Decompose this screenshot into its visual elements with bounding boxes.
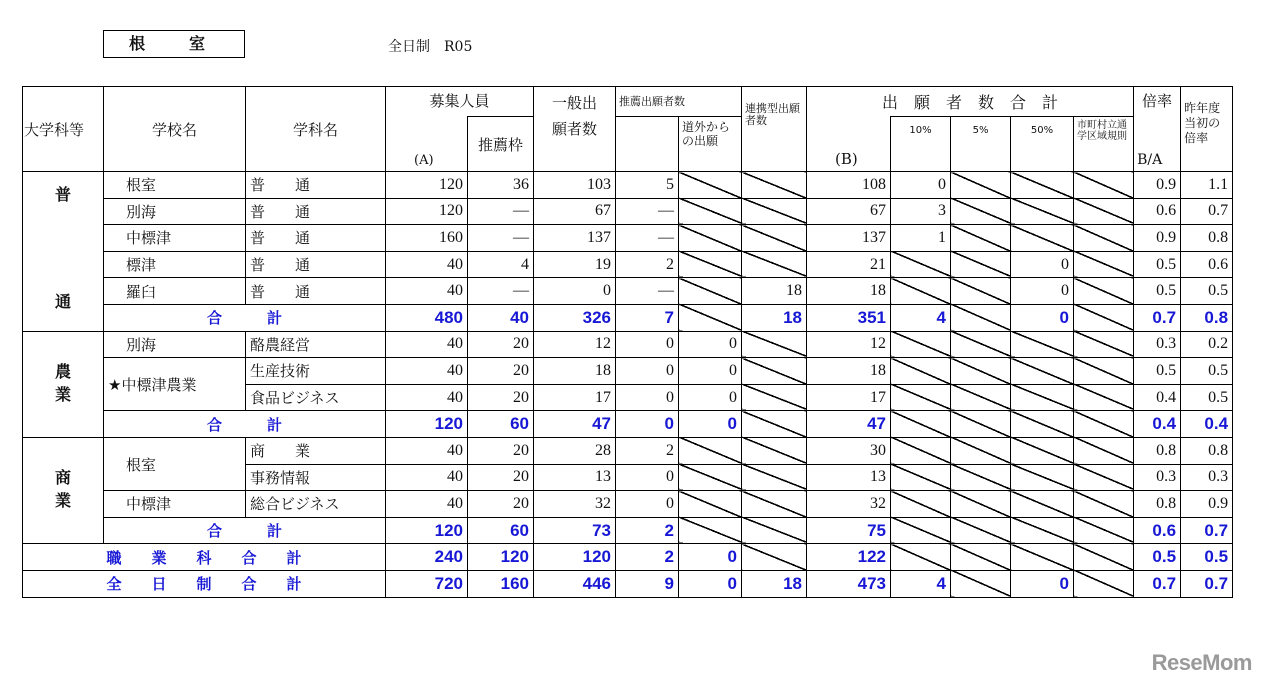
table-row — [23, 278, 1233, 305]
header-50pct: 50% — [1011, 117, 1074, 172]
value-cell: ― — [468, 278, 534, 305]
table-row — [23, 225, 1233, 252]
not-applicable-cell — [951, 198, 1011, 225]
not-applicable-cell — [742, 172, 807, 199]
value-cell: 40 — [468, 304, 534, 331]
value-cell: 0 — [679, 384, 742, 411]
value-cell: ― — [616, 225, 679, 252]
header-capacity: 募集人員 — [386, 87, 534, 117]
value-cell: 0.3 — [1134, 464, 1181, 491]
value-cell: 32 — [807, 491, 891, 518]
not-applicable-cell — [1074, 172, 1134, 199]
value-cell: 0.8 — [1181, 437, 1233, 464]
value-cell: 160 — [386, 225, 468, 252]
school-cell: 根室 — [104, 437, 246, 490]
value-cell: 21 — [807, 251, 891, 278]
value-cell: 1 — [891, 225, 951, 252]
value-cell: 73 — [534, 517, 616, 544]
header-ratio: 倍率 — [1134, 87, 1181, 117]
not-applicable-cell — [1074, 384, 1134, 411]
not-applicable-cell — [1011, 517, 1074, 544]
not-applicable-cell — [1011, 358, 1074, 385]
department-cell: 普 通 — [246, 225, 386, 252]
table-row — [23, 491, 1233, 518]
not-applicable-cell — [1074, 198, 1134, 225]
not-applicable-cell — [742, 225, 807, 252]
grand-total-row — [23, 570, 1233, 597]
value-cell: 40 — [386, 331, 468, 358]
not-applicable-cell — [679, 437, 742, 464]
not-applicable-cell — [742, 544, 807, 571]
header-recommend-applicants: 推薦出願者数 — [616, 87, 742, 117]
header-department: 学科名 — [246, 87, 386, 172]
value-cell: 3 — [891, 198, 951, 225]
value-cell: 40 — [386, 464, 468, 491]
not-applicable-cell — [742, 198, 807, 225]
value-cell: 40 — [386, 358, 468, 385]
not-applicable-cell — [1011, 491, 1074, 518]
not-applicable-cell — [891, 437, 951, 464]
value-cell: 17 — [534, 384, 616, 411]
category-label-bottom: 業 — [54, 384, 71, 404]
value-cell: 0.5 — [1181, 384, 1233, 411]
table-row — [23, 331, 1233, 358]
school-cell: 中標津 — [104, 225, 246, 252]
not-applicable-cell — [1011, 384, 1074, 411]
value-cell: 2 — [616, 517, 679, 544]
not-applicable-cell — [951, 225, 1011, 252]
value-cell: 0.7 — [1181, 517, 1233, 544]
not-applicable-cell — [679, 225, 742, 252]
value-cell: 720 — [386, 570, 468, 597]
not-applicable-cell — [679, 198, 742, 225]
value-cell: 0.9 — [1134, 172, 1181, 199]
not-applicable-cell — [951, 491, 1011, 518]
value-cell: 0.8 — [1181, 304, 1233, 331]
value-cell: 122 — [807, 544, 891, 571]
table-body — [23, 172, 1233, 598]
header-recommend-blank — [616, 117, 679, 172]
value-cell: 0 — [679, 331, 742, 358]
table-row — [23, 198, 1233, 225]
not-applicable-cell — [1011, 437, 1074, 464]
table-row — [23, 172, 1233, 199]
department-cell: 普 通 — [246, 251, 386, 278]
value-cell: 0.8 — [1134, 491, 1181, 518]
value-cell: 108 — [807, 172, 891, 199]
header-ratio-ba: B/A — [1134, 117, 1181, 172]
not-applicable-cell — [1011, 225, 1074, 252]
value-cell: 20 — [468, 491, 534, 518]
value-cell: 47 — [807, 411, 891, 438]
not-applicable-cell — [951, 278, 1011, 305]
table-row — [23, 251, 1233, 278]
school-cell: ★中標津農業 — [104, 358, 246, 411]
header-linked: 連携型出願者数 — [742, 87, 807, 172]
not-applicable-cell — [1011, 198, 1074, 225]
value-cell: 0 — [616, 384, 679, 411]
value-cell: 12 — [807, 331, 891, 358]
header-capacity-a: (A) — [386, 117, 468, 172]
value-cell: 0.4 — [1134, 411, 1181, 438]
value-cell: 103 — [534, 172, 616, 199]
value-cell: 0 — [534, 278, 616, 305]
value-cell: 30 — [807, 437, 891, 464]
applicants-table — [22, 86, 1233, 598]
not-applicable-cell — [951, 517, 1011, 544]
grand-total-row — [23, 544, 1233, 571]
value-cell: 75 — [807, 517, 891, 544]
value-cell: 480 — [386, 304, 468, 331]
not-applicable-cell — [1074, 544, 1134, 571]
value-cell: 18 — [742, 278, 807, 305]
value-cell: 36 — [468, 172, 534, 199]
value-cell: 32 — [534, 491, 616, 518]
value-cell: 1.1 — [1181, 172, 1233, 199]
value-cell: 60 — [468, 517, 534, 544]
value-cell: 0 — [1011, 304, 1074, 331]
value-cell: 40 — [386, 278, 468, 305]
category-cell — [23, 331, 104, 437]
not-applicable-cell — [891, 358, 951, 385]
region-title: 根 室 — [103, 30, 245, 58]
not-applicable-cell — [742, 464, 807, 491]
value-cell: 12 — [534, 331, 616, 358]
value-cell: 0.6 — [1134, 517, 1181, 544]
value-cell: 120 — [468, 544, 534, 571]
department-cell: 事務情報 — [246, 464, 386, 491]
value-cell: 0.5 — [1134, 544, 1181, 571]
value-cell: 446 — [534, 570, 616, 597]
not-applicable-cell — [891, 384, 951, 411]
not-applicable-cell — [742, 358, 807, 385]
value-cell: 0 — [679, 411, 742, 438]
subtotal-label: 合 計 — [104, 304, 386, 331]
school-cell: 別海 — [104, 198, 246, 225]
not-applicable-cell — [951, 464, 1011, 491]
value-cell: 137 — [807, 225, 891, 252]
value-cell: 0.9 — [1181, 491, 1233, 518]
department-cell: 生産技術 — [246, 358, 386, 385]
value-cell: 0 — [616, 491, 679, 518]
value-cell: 0.7 — [1134, 304, 1181, 331]
not-applicable-cell — [891, 544, 951, 571]
value-cell: 17 — [807, 384, 891, 411]
value-cell: 0 — [1011, 570, 1074, 597]
category-cell — [23, 437, 104, 543]
header-school: 学校名 — [104, 87, 246, 172]
value-cell: 0.7 — [1181, 570, 1233, 597]
value-cell: 0.8 — [1181, 225, 1233, 252]
category-label-bottom: 業 — [54, 491, 71, 511]
value-cell: 0.6 — [1134, 198, 1181, 225]
value-cell: 120 — [386, 172, 468, 199]
value-cell: 0.5 — [1134, 278, 1181, 305]
school-cell: 中標津 — [104, 491, 246, 518]
value-cell: 4 — [891, 570, 951, 597]
value-cell: 0.8 — [1134, 437, 1181, 464]
not-applicable-cell — [679, 491, 742, 518]
value-cell: 120 — [386, 517, 468, 544]
not-applicable-cell — [679, 251, 742, 278]
resemom-logo: ReseMom — [1151, 650, 1252, 675]
not-applicable-cell — [891, 331, 951, 358]
value-cell: 5 — [616, 172, 679, 199]
not-applicable-cell — [951, 570, 1011, 597]
not-applicable-cell — [679, 464, 742, 491]
value-cell: 120 — [386, 411, 468, 438]
value-cell: 40 — [386, 437, 468, 464]
not-applicable-cell — [891, 411, 951, 438]
header-10pct: 10% — [891, 117, 951, 172]
not-applicable-cell — [1011, 411, 1074, 438]
value-cell: 2 — [616, 251, 679, 278]
value-cell: 0.5 — [1181, 278, 1233, 305]
school-cell: 別海 — [104, 331, 246, 358]
value-cell: 7 — [616, 304, 679, 331]
not-applicable-cell — [1074, 464, 1134, 491]
value-cell: 40 — [386, 491, 468, 518]
value-cell: 67 — [534, 198, 616, 225]
department-cell: 酪農経営 — [246, 331, 386, 358]
not-applicable-cell — [1074, 304, 1134, 331]
value-cell: 20 — [468, 358, 534, 385]
value-cell: 0 — [891, 172, 951, 199]
not-applicable-cell — [742, 437, 807, 464]
value-cell: 0.9 — [1134, 225, 1181, 252]
department-cell: 普 通 — [246, 278, 386, 305]
school-cell: 標津 — [104, 251, 246, 278]
category-cell — [23, 172, 104, 332]
value-cell: ― — [616, 278, 679, 305]
department-cell: 総合ビジネス — [246, 491, 386, 518]
not-applicable-cell — [891, 517, 951, 544]
header-recommend-quota: 推薦枠 — [468, 117, 534, 172]
value-cell: 0 — [1011, 278, 1074, 305]
not-applicable-cell — [891, 278, 951, 305]
not-applicable-cell — [1074, 358, 1134, 385]
not-applicable-cell — [891, 251, 951, 278]
department-cell: 商 業 — [246, 437, 386, 464]
not-applicable-cell — [679, 304, 742, 331]
value-cell: 0.5 — [1134, 251, 1181, 278]
header-total-applicants: 出 願 者 数 合 計 — [807, 87, 1134, 117]
value-cell: 18 — [807, 358, 891, 385]
not-applicable-cell — [679, 517, 742, 544]
not-applicable-cell — [1074, 331, 1134, 358]
value-cell: 20 — [468, 464, 534, 491]
not-applicable-cell — [679, 278, 742, 305]
not-applicable-cell — [1074, 517, 1134, 544]
not-applicable-cell — [891, 464, 951, 491]
category-label-top: 普 — [54, 185, 71, 204]
value-cell: 28 — [534, 437, 616, 464]
value-cell: 0 — [616, 331, 679, 358]
header-general: 一般出願者数 — [534, 87, 616, 172]
value-cell: 351 — [807, 304, 891, 331]
not-applicable-cell — [1011, 331, 1074, 358]
value-cell: 67 — [807, 198, 891, 225]
value-cell: 0 — [616, 411, 679, 438]
value-cell: 0 — [616, 358, 679, 385]
not-applicable-cell — [1074, 437, 1134, 464]
not-applicable-cell — [742, 384, 807, 411]
value-cell: 160 — [468, 570, 534, 597]
value-cell: 2 — [616, 437, 679, 464]
value-cell: 0.5 — [1134, 358, 1181, 385]
subtotal-row — [23, 517, 1233, 544]
not-applicable-cell — [951, 358, 1011, 385]
not-applicable-cell — [891, 491, 951, 518]
value-cell: 40 — [386, 384, 468, 411]
value-cell: 18 — [742, 570, 807, 597]
value-cell: 18 — [807, 278, 891, 305]
not-applicable-cell — [951, 331, 1011, 358]
header-last-year: 昨年度当初の倍率 — [1181, 87, 1233, 172]
not-applicable-cell — [951, 544, 1011, 571]
value-cell: 20 — [468, 437, 534, 464]
not-applicable-cell — [951, 437, 1011, 464]
not-applicable-cell — [742, 251, 807, 278]
value-cell: 20 — [468, 331, 534, 358]
value-cell: 0 — [1011, 251, 1074, 278]
value-cell: 0.3 — [1181, 464, 1233, 491]
value-cell: 13 — [534, 464, 616, 491]
subtotal-label: 合 計 — [104, 411, 386, 438]
subtotal-row — [23, 304, 1233, 331]
value-cell: 19 — [534, 251, 616, 278]
value-cell: 0.5 — [1181, 544, 1233, 571]
value-cell: 240 — [386, 544, 468, 571]
category-label-top: 農 — [54, 361, 71, 381]
header-category: 大学科等 — [23, 87, 104, 172]
header-total-b: (B) — [807, 117, 891, 172]
category-label-bottom: 通 — [54, 291, 71, 311]
header-outside-hokkaido: 道外からの出願 — [679, 117, 742, 172]
value-cell: 0 — [616, 464, 679, 491]
value-cell: ― — [468, 198, 534, 225]
value-cell: 0.7 — [1134, 570, 1181, 597]
value-cell: 4 — [468, 251, 534, 278]
subtotal-row — [23, 411, 1233, 438]
value-cell: 47 — [534, 411, 616, 438]
not-applicable-cell — [951, 172, 1011, 199]
not-applicable-cell — [742, 411, 807, 438]
school-cell: 羅臼 — [104, 278, 246, 305]
table-row — [23, 437, 1233, 464]
value-cell: 13 — [807, 464, 891, 491]
department-cell: 普 通 — [246, 198, 386, 225]
value-cell: 473 — [807, 570, 891, 597]
not-applicable-cell — [742, 517, 807, 544]
value-cell: 0.3 — [1134, 331, 1181, 358]
value-cell: 326 — [534, 304, 616, 331]
value-cell: 0 — [679, 570, 742, 597]
not-applicable-cell — [951, 251, 1011, 278]
not-applicable-cell — [951, 384, 1011, 411]
value-cell: 0.7 — [1181, 198, 1233, 225]
value-cell: 0.2 — [1181, 331, 1233, 358]
not-applicable-cell — [1011, 464, 1074, 491]
not-applicable-cell — [1074, 251, 1134, 278]
value-cell: 18 — [534, 358, 616, 385]
not-applicable-cell — [1074, 411, 1134, 438]
category-label-top: 商 — [54, 468, 71, 488]
not-applicable-cell — [951, 304, 1011, 331]
value-cell: 0 — [679, 544, 742, 571]
not-applicable-cell — [1074, 225, 1134, 252]
value-cell: 60 — [468, 411, 534, 438]
header-5pct: 5% — [951, 117, 1011, 172]
value-cell: 120 — [534, 544, 616, 571]
table-row — [23, 358, 1233, 385]
not-applicable-cell — [1074, 570, 1134, 597]
not-applicable-cell — [679, 172, 742, 199]
value-cell: 0 — [679, 358, 742, 385]
value-cell: 9 — [616, 570, 679, 597]
value-cell: 0.4 — [1181, 411, 1233, 438]
subtitle: 全日制 R05 — [388, 39, 473, 55]
value-cell: 120 — [386, 198, 468, 225]
not-applicable-cell — [742, 491, 807, 518]
value-cell: 0.5 — [1181, 358, 1233, 385]
department-cell: 食品ビジネス — [246, 384, 386, 411]
school-cell: 根室 — [104, 172, 246, 199]
value-cell: 4 — [891, 304, 951, 331]
value-cell: 18 — [742, 304, 807, 331]
value-cell: 20 — [468, 384, 534, 411]
value-cell: ― — [616, 198, 679, 225]
value-cell: 40 — [386, 251, 468, 278]
not-applicable-cell — [951, 411, 1011, 438]
value-cell: ― — [468, 225, 534, 252]
not-applicable-cell — [1074, 491, 1134, 518]
not-applicable-cell — [1011, 544, 1074, 571]
value-cell: 137 — [534, 225, 616, 252]
not-applicable-cell — [1074, 278, 1134, 305]
value-cell: 0.4 — [1134, 384, 1181, 411]
not-applicable-cell — [1011, 172, 1074, 199]
subtotal-label: 合 計 — [104, 517, 386, 544]
not-applicable-cell — [742, 331, 807, 358]
header-municipal: 市町村立通学区域規則 — [1074, 117, 1134, 172]
value-cell: 0.6 — [1181, 251, 1233, 278]
grand-total-label: 職 業 科 合 計 — [23, 544, 386, 571]
value-cell: 2 — [616, 544, 679, 571]
grand-total-label: 全 日 制 合 計 — [23, 570, 386, 597]
department-cell: 普 通 — [246, 172, 386, 199]
